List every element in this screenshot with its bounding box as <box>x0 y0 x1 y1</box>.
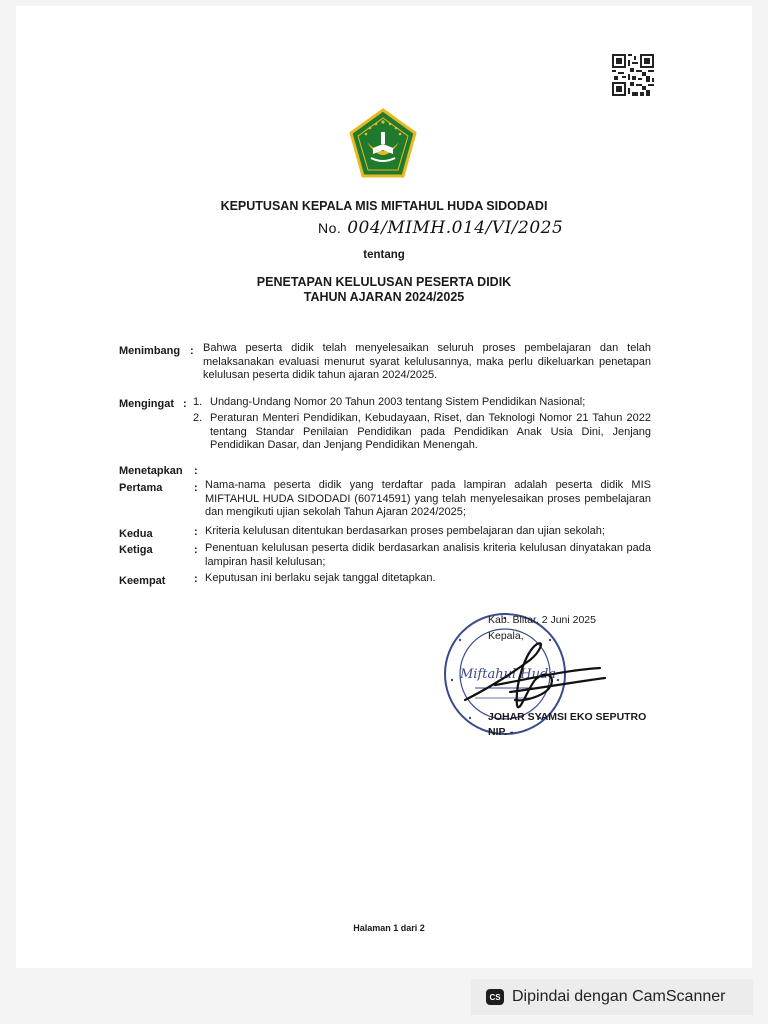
camscanner-icon: CS <box>486 989 504 1005</box>
pertama-text: Nama-nama peserta didik yang terdaftar pada lampiran adalah peserta didik MIS MIFTAHUL HUDA SIDODADI (60714591) yang telah menyelesaikan proses pembelajaran dan mengikuti ujian sekolah Tahun Ajaran 2024/2025; <box>205 479 651 518</box>
keempat-text: Keputusan ini berlaku sejak tanggal ditetapkan. <box>205 572 436 584</box>
subject-line-2: TAHUN AJARAN 2024/2025 <box>303 290 465 304</box>
keempat-label: Keempat <box>119 575 166 587</box>
decree-number <box>318 218 563 238</box>
menetapkan-colon: : <box>194 465 198 477</box>
ketiga-colon: : <box>194 544 198 556</box>
ministry-logo <box>349 108 417 180</box>
mengingat-colon: : <box>183 398 187 410</box>
decree-number-handwritten: 004/MIMH.014/VI/2025 <box>347 218 564 238</box>
keempat-colon: : <box>194 573 198 585</box>
menetapkan-label: Menetapkan <box>119 465 183 477</box>
subject-line-1: PENETAPAN KELULUSAN PESERTA DIDIK <box>256 275 512 289</box>
menimbang-label: Menimbang <box>119 345 181 357</box>
pertama-colon: : <box>194 482 198 494</box>
camscanner-badge <box>471 979 753 1015</box>
signature-name: JOHAR SYAMSI EKO SEPUTRO <box>488 711 647 723</box>
ketiga-text: Penentuan kelulusan peserta didik berdasarkan analisis kriteria kelulusan dinyatakan pada lampiran hasil kelulusan; <box>205 542 651 568</box>
decree-number-prefix: No. <box>318 220 342 236</box>
mengingat-item-1-text: Undang-Undang Nomor 20 Tahun 2003 tentang Sistem Pendidikan Nasional; <box>210 396 586 408</box>
signature-place-date: Kab. Blitar, 2 Juni 2025 <box>488 614 596 626</box>
menimbang-colon: : <box>190 345 194 357</box>
signature-position: Kepala, <box>488 630 524 642</box>
camscanner-label: Dipindai dengan CamScanner <box>512 988 726 1005</box>
kedua-label: Kedua <box>119 528 153 540</box>
kedua-colon: : <box>194 526 198 538</box>
handwritten-signature <box>455 630 615 720</box>
stamp-text: Miftahul Huda <box>459 667 557 682</box>
mengingat-item-2-num: 2. <box>193 412 203 424</box>
about-label: tentang <box>363 249 405 261</box>
mengingat-label: Mengingat <box>119 398 174 410</box>
menimbang-text: Bahwa peserta didik telah menyelesaikan seluruh proses pembelajaran dan telah melaksanakan evaluasi menurut syarat kelulusannya, maka perlu dikeluarkan penetapan kelulusan peserta didik tahun ajaran 2024/2025. <box>203 342 651 381</box>
page-number: Halaman 1 dari 2 <box>353 923 425 933</box>
mengingat-item-2-text: Peraturan Menteri Pendidikan, Kebudayaan, Riset, dan Teknologi Nomor 21 Tahun 2022 tentang Standar Penilaian Pendidikan pada Pendidikan Anak Usia Dini, Jenjang Pendidikan Dasar, dan Jenjang Pendidikan Menengah. <box>210 412 651 451</box>
signature-nip: NIP. - <box>488 726 514 738</box>
ketiga-label: Ketiga <box>119 544 153 556</box>
kedua-text: Kriteria kelulusan ditentukan berdasarkan proses pembelajaran dan ujian sekolah; <box>205 525 605 537</box>
qr-code <box>612 54 654 96</box>
decree-title: KEPUTUSAN KEPALA MIS MIFTAHUL HUDA SIDODADI <box>220 199 548 213</box>
mengingat-item-1-num: 1. <box>193 396 203 408</box>
pertama-label: Pertama <box>119 482 163 494</box>
